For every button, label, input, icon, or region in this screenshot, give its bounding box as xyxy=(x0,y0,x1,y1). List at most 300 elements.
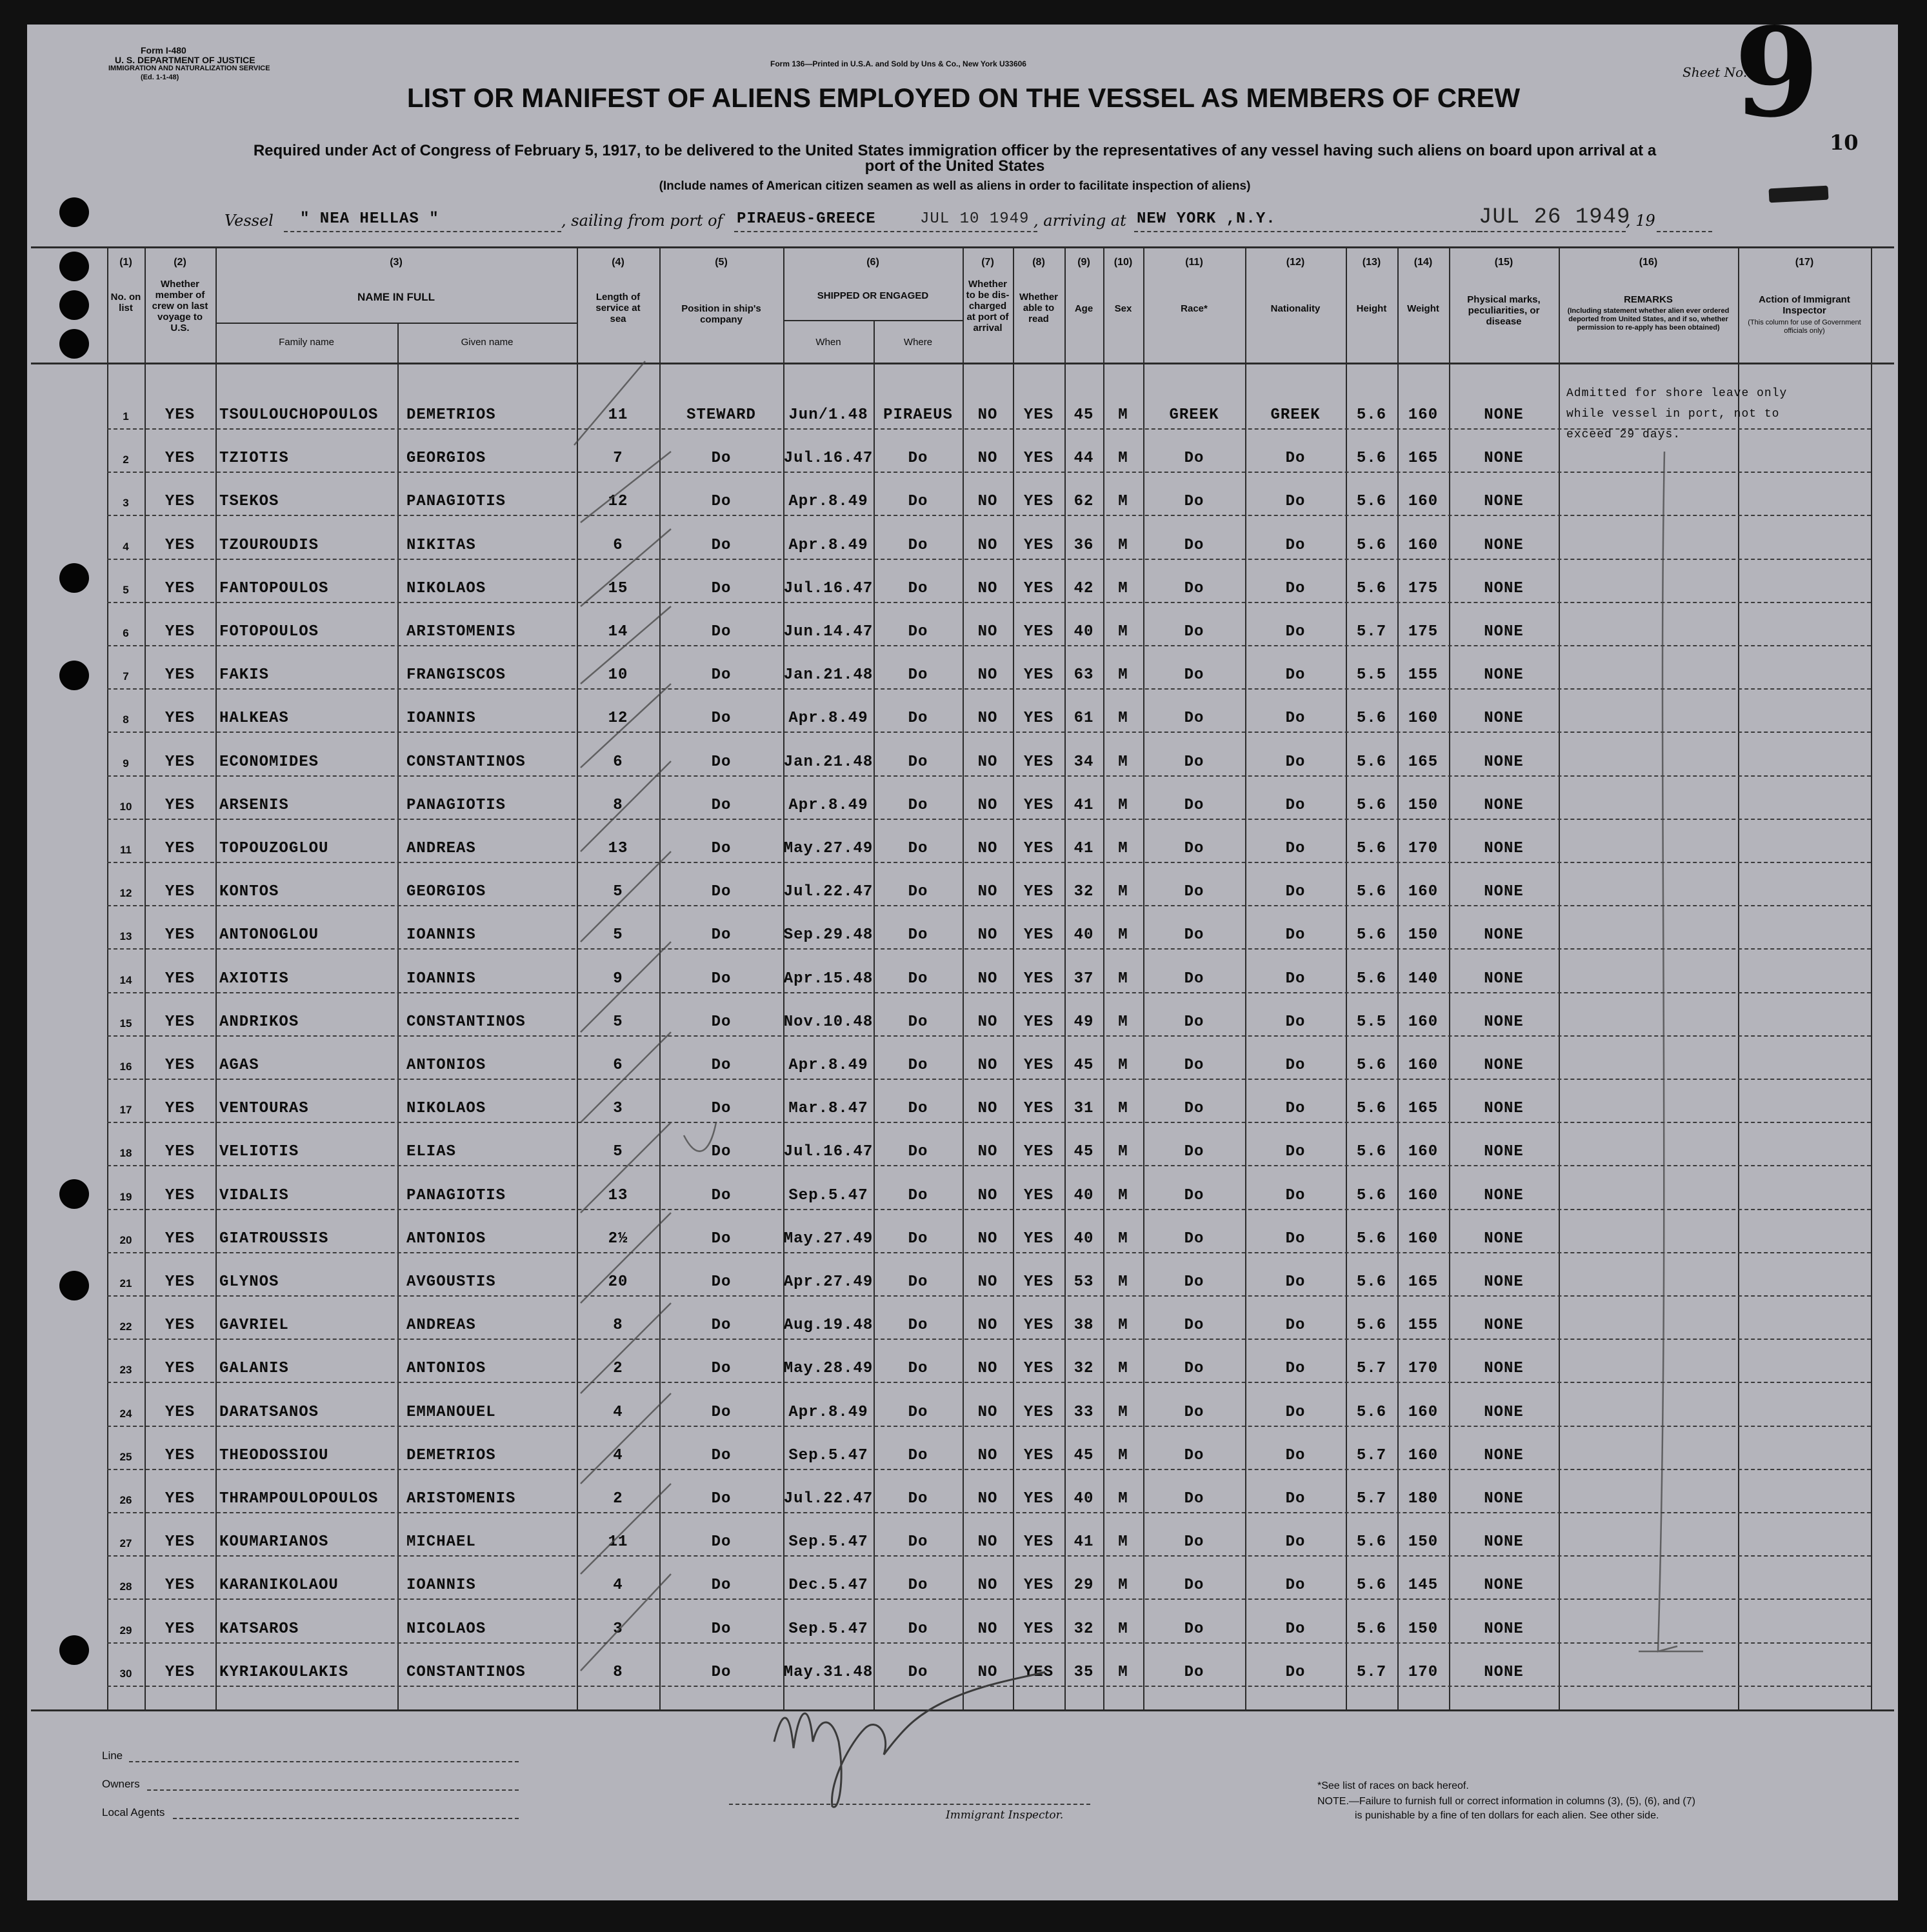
cell-physical-marks: NONE xyxy=(1484,883,1524,901)
cell-height: 5.6 xyxy=(1356,926,1387,944)
cell-given-name: NICOLAOS xyxy=(406,1620,486,1638)
cell-sex: M xyxy=(1118,1533,1128,1551)
cell-when: Nov.10.48 xyxy=(783,1013,874,1031)
cell-physical-marks: NONE xyxy=(1484,1317,1524,1334)
cell-no: 24 xyxy=(119,1408,132,1420)
cell-race: GREEK xyxy=(1169,406,1219,424)
cell-able-to-read: YES xyxy=(1023,1620,1054,1638)
cell-last-voyage: YES xyxy=(165,1360,195,1377)
cell-age: 32 xyxy=(1073,1360,1094,1377)
cell-given-name: ARISTOMENIS xyxy=(406,623,516,641)
cell-race: Do xyxy=(1184,1143,1204,1160)
form-edition: (Ed. 1-1-48) xyxy=(141,74,179,81)
cell-family-name: KARANIKOLAOU xyxy=(219,1577,339,1594)
cell-age: 42 xyxy=(1073,580,1094,597)
cell-position: Do xyxy=(711,623,732,641)
cell-position: Do xyxy=(711,1317,732,1334)
footer-owners-label: Owners xyxy=(102,1778,140,1790)
cell-family-name: HALKEAS xyxy=(219,710,289,727)
cell-when: Jul.22.47 xyxy=(783,883,874,901)
cell-weight: 150 xyxy=(1408,1533,1439,1551)
cell-race: Do xyxy=(1184,970,1204,988)
cell-service: 4 xyxy=(613,1404,623,1421)
cell-given-name: ANTONIOS xyxy=(406,1057,486,1074)
cell-able-to-read: YES xyxy=(1023,1013,1054,1031)
cell-given-name: CONSTANTINOS xyxy=(406,753,526,771)
cell-no: 26 xyxy=(119,1494,132,1506)
cell-physical-marks: NONE xyxy=(1484,840,1524,857)
cell-physical-marks: NONE xyxy=(1484,450,1524,467)
cell-position: Do xyxy=(711,1100,732,1117)
cell-no: 27 xyxy=(119,1537,132,1549)
cell-physical-marks: NONE xyxy=(1484,1664,1524,1681)
cell-service: 5 xyxy=(613,883,623,901)
cell-able-to-read: YES xyxy=(1023,710,1054,727)
cell-height: 5.6 xyxy=(1356,883,1387,901)
cell-discharged: NO xyxy=(977,623,998,641)
cell-race: Do xyxy=(1184,1013,1204,1031)
cell-service: 8 xyxy=(613,1317,623,1334)
cell-nationality: Do xyxy=(1285,1317,1306,1334)
cell-age: 32 xyxy=(1073,883,1094,901)
cell-physical-marks: NONE xyxy=(1484,797,1524,814)
cell-no: 25 xyxy=(119,1451,132,1463)
cell-given-name: FRANGISCOS xyxy=(406,666,506,684)
cell-family-name: GIATROUSSIS xyxy=(219,1230,329,1248)
cell-last-voyage: YES xyxy=(165,797,195,814)
cell-weight: 155 xyxy=(1408,1317,1439,1334)
cell-age: 40 xyxy=(1073,926,1094,944)
cell-nationality: Do xyxy=(1285,926,1306,944)
cell-nationality: Do xyxy=(1285,623,1306,641)
cell-nationality: Do xyxy=(1285,1664,1306,1681)
cell-physical-marks: NONE xyxy=(1484,537,1524,554)
cell-race: Do xyxy=(1184,1100,1204,1117)
cell-service: 11 xyxy=(608,1533,628,1551)
penalty-note-1: NOTE.—Failure to furnish full or correct information in columns (3), (5), (6), and (7) xyxy=(1317,1796,1695,1807)
cell-height: 5.6 xyxy=(1356,710,1387,727)
cell-family-name: AXIOTIS xyxy=(219,970,289,988)
cell-age: 62 xyxy=(1073,493,1094,510)
cell-given-name: ELIAS xyxy=(406,1143,457,1160)
cell-family-name: DARATSANOS xyxy=(219,1404,319,1421)
cell-weight: 170 xyxy=(1408,840,1439,857)
cell-nationality: Do xyxy=(1285,883,1306,901)
cell-when: Jul.22.47 xyxy=(783,1490,874,1508)
cell-sex: M xyxy=(1118,1360,1128,1377)
cell-where: Do xyxy=(908,1360,928,1377)
cell-service: 15 xyxy=(608,580,628,597)
sheet-label: Sheet No. xyxy=(1682,65,1748,80)
cell-race: Do xyxy=(1184,450,1204,467)
cell-race: Do xyxy=(1184,1620,1204,1638)
cell-race: Do xyxy=(1184,1273,1204,1291)
cell-no: 28 xyxy=(119,1580,132,1593)
cell-sex: M xyxy=(1118,1013,1128,1031)
col-header-height: Height xyxy=(1356,303,1387,314)
cell-age: 44 xyxy=(1073,450,1094,467)
cell-when: Apr.8.49 xyxy=(788,493,868,510)
cell-race: Do xyxy=(1184,926,1204,944)
cell-nationality: GREEK xyxy=(1270,406,1321,424)
cell-given-name: GEORGIOS xyxy=(406,450,486,467)
cell-position: Do xyxy=(711,753,732,771)
cell-service: 12 xyxy=(608,710,628,727)
cell-physical-marks: NONE xyxy=(1484,926,1524,944)
cell-last-voyage: YES xyxy=(165,406,195,424)
cell-discharged: NO xyxy=(977,710,998,727)
cell-last-voyage: YES xyxy=(165,1533,195,1551)
remarks-line-1: Admitted for shore leave only xyxy=(1566,387,1788,400)
cell-last-voyage: YES xyxy=(165,1057,195,1074)
cell-where: PIRAEUS xyxy=(883,406,953,424)
cell-race: Do xyxy=(1184,797,1204,814)
cell-age: 37 xyxy=(1073,970,1094,988)
cell-position: Do xyxy=(711,883,732,901)
cell-able-to-read: YES xyxy=(1023,1230,1054,1248)
cell-no: 23 xyxy=(119,1364,132,1376)
cell-race: Do xyxy=(1184,623,1204,641)
cell-service: 13 xyxy=(608,1187,628,1204)
cell-when: Dec.5.47 xyxy=(788,1577,868,1594)
cell-family-name: KYRIAKOULAKIS xyxy=(219,1664,349,1681)
cell-discharged: NO xyxy=(977,1057,998,1074)
cell-given-name: CONSTANTINOS xyxy=(406,1013,526,1031)
cell-height: 5.5 xyxy=(1356,666,1387,684)
departure-port: PIRAEUS-GREECE xyxy=(737,210,876,228)
cell-no: 17 xyxy=(119,1104,132,1116)
cell-height: 5.6 xyxy=(1356,1230,1387,1248)
cell-race: Do xyxy=(1184,1317,1204,1334)
cell-position: Do xyxy=(711,1447,732,1464)
cell-sex: M xyxy=(1118,1100,1128,1117)
cell-height: 5.6 xyxy=(1356,1100,1387,1117)
cell-given-name: DEMETRIOS xyxy=(406,1447,496,1464)
cell-race: Do xyxy=(1184,883,1204,901)
cell-height: 5.6 xyxy=(1356,1404,1387,1421)
cell-position: Do xyxy=(711,1577,732,1594)
cell-able-to-read: YES xyxy=(1023,1490,1054,1508)
cell-when: May.27.49 xyxy=(783,840,874,857)
cell-able-to-read: YES xyxy=(1023,1187,1054,1204)
cell-given-name: PANAGIOTIS xyxy=(406,797,506,814)
cell-race: Do xyxy=(1184,493,1204,510)
cell-weight: 160 xyxy=(1408,1187,1439,1204)
cell-discharged: NO xyxy=(977,1317,998,1334)
cell-service: 10 xyxy=(608,666,628,684)
arriving-label: , arriving at xyxy=(1033,212,1126,230)
cell-no: 11 xyxy=(120,844,132,856)
cell-last-voyage: YES xyxy=(165,1447,195,1464)
cell-sex: M xyxy=(1118,1317,1128,1334)
cell-weight: 180 xyxy=(1408,1490,1439,1508)
cell-service: 2½ xyxy=(608,1230,628,1248)
cell-weight: 160 xyxy=(1408,1230,1439,1248)
cell-age: 40 xyxy=(1073,1230,1094,1248)
cell-sex: M xyxy=(1118,970,1128,988)
cell-nationality: Do xyxy=(1285,797,1306,814)
cell-height: 5.5 xyxy=(1356,1013,1387,1031)
cell-discharged: NO xyxy=(977,1360,998,1377)
cell-family-name: VENTOURAS xyxy=(219,1100,309,1117)
cell-weight: 165 xyxy=(1408,753,1439,771)
cell-when: Jul.16.47 xyxy=(783,580,874,597)
remarks-line-3: exceed 29 days. xyxy=(1566,428,1681,441)
cell-last-voyage: YES xyxy=(165,926,195,944)
cell-position: Do xyxy=(711,926,732,944)
cell-when: Apr.15.48 xyxy=(783,970,874,988)
cell-where: Do xyxy=(908,1230,928,1248)
cell-discharged: NO xyxy=(977,1230,998,1248)
subtitle-note: (Include names of American citizen seamen as well as aliens in order to facilitate inspection of aliens) xyxy=(659,179,1251,193)
cell-height: 5.6 xyxy=(1356,406,1387,424)
cell-height: 5.6 xyxy=(1356,840,1387,857)
cell-service: 20 xyxy=(608,1273,628,1291)
cell-given-name: CONSTANTINOS xyxy=(406,1664,526,1681)
cell-physical-marks: NONE xyxy=(1484,1360,1524,1377)
cell-physical-marks: NONE xyxy=(1484,1447,1524,1464)
cell-no: 30 xyxy=(119,1668,132,1680)
cell-age: 45 xyxy=(1073,1057,1094,1074)
cell-family-name: ANTONOGLOU xyxy=(219,926,319,944)
cell-given-name: MICHAEL xyxy=(406,1533,476,1551)
cell-weight: 140 xyxy=(1408,970,1439,988)
cell-where: Do xyxy=(908,926,928,944)
col-header-remarks-note: (Including statement whether alien ever ordered deported from United States, and if so, whether permission to re-apply has been obtained) xyxy=(1567,307,1730,332)
cell-position: Do xyxy=(711,710,732,727)
cell-sex: M xyxy=(1118,926,1128,944)
cell-given-name: ANTONIOS xyxy=(406,1230,486,1248)
cell-height: 5.6 xyxy=(1356,580,1387,597)
cell-last-voyage: YES xyxy=(165,1490,195,1508)
cell-nationality: Do xyxy=(1285,710,1306,727)
cell-weight: 165 xyxy=(1408,1273,1439,1291)
cell-given-name: NIKOLAOS xyxy=(406,580,486,597)
cell-sex: M xyxy=(1118,580,1128,597)
cell-sex: M xyxy=(1118,1447,1128,1464)
cell-sex: M xyxy=(1118,493,1128,510)
manifest-title: LIST OR MANIFEST OF ALIENS EMPLOYED ON THE VESSEL AS MEMBERS OF CREW xyxy=(406,83,1521,113)
cell-nationality: Do xyxy=(1285,1273,1306,1291)
cell-sex: M xyxy=(1118,1664,1128,1681)
cell-no: 1 xyxy=(123,410,129,423)
cell-where: Do xyxy=(908,666,928,684)
cell-height: 5.6 xyxy=(1356,1187,1387,1204)
cell-last-voyage: YES xyxy=(165,1317,195,1334)
cell-where: Do xyxy=(908,1013,928,1031)
cell-position: Do xyxy=(711,1533,732,1551)
cell-family-name: GLYNOS xyxy=(219,1273,279,1291)
cell-nationality: Do xyxy=(1285,1404,1306,1421)
cell-no: 2 xyxy=(123,453,129,466)
cell-service: 6 xyxy=(613,537,623,554)
cell-height: 5.7 xyxy=(1356,1664,1387,1681)
cell-family-name: KATSAROS xyxy=(219,1620,299,1638)
cell-age: 45 xyxy=(1073,1143,1094,1160)
cell-able-to-read: YES xyxy=(1023,1273,1054,1291)
cell-weight: 175 xyxy=(1408,580,1439,597)
cell-no: 15 xyxy=(119,1017,132,1030)
cell-height: 5.7 xyxy=(1356,1360,1387,1377)
cell-age: 49 xyxy=(1073,1013,1094,1031)
cell-sex: M xyxy=(1118,1577,1128,1594)
cell-weight: 160 xyxy=(1408,1057,1439,1074)
cell-nationality: Do xyxy=(1285,666,1306,684)
cell-weight: 165 xyxy=(1408,1100,1439,1117)
cell-when: Mar.8.47 xyxy=(788,1100,868,1117)
cell-family-name: ANDRIKOS xyxy=(219,1013,299,1031)
cell-family-name: GAVRIEL xyxy=(219,1317,289,1334)
cell-race: Do xyxy=(1184,1404,1204,1421)
cell-able-to-read: YES xyxy=(1023,797,1054,814)
cell-physical-marks: NONE xyxy=(1484,666,1524,684)
cell-nationality: Do xyxy=(1285,970,1306,988)
col-header-action-note: (This column for use of Government officials only) xyxy=(1748,319,1861,335)
cell-age: 45 xyxy=(1073,1447,1094,1464)
cell-discharged: NO xyxy=(977,493,998,510)
cell-service: 8 xyxy=(613,1664,623,1681)
cell-family-name: THRAMPOULOPOULOS xyxy=(219,1490,379,1508)
cell-sex: M xyxy=(1118,753,1128,771)
col-header-age: Age xyxy=(1074,303,1093,314)
cell-physical-marks: NONE xyxy=(1484,1230,1524,1248)
cell-service: 14 xyxy=(608,623,628,641)
cell-nationality: Do xyxy=(1285,580,1306,597)
cell-age: 45 xyxy=(1073,406,1094,424)
cell-physical-marks: NONE xyxy=(1484,753,1524,771)
cell-where: Do xyxy=(908,753,928,771)
cell-no: 22 xyxy=(119,1320,132,1333)
cell-when: Jun.14.47 xyxy=(783,623,874,641)
cell-given-name: ANTONIOS xyxy=(406,1360,486,1377)
cell-height: 5.6 xyxy=(1356,537,1387,554)
cell-height: 5.6 xyxy=(1356,1143,1387,1160)
cell-where: Do xyxy=(908,797,928,814)
col-header-discharged: Whether to be dis-charged at port of arrival xyxy=(966,279,1010,334)
cell-service: 3 xyxy=(613,1100,623,1117)
cell-where: Do xyxy=(908,1447,928,1464)
subtitle-line-2: port of the United States xyxy=(864,157,1045,175)
cell-when: Jan.21.48 xyxy=(783,666,874,684)
cell-position: Do xyxy=(711,840,732,857)
cell-when: May.31.48 xyxy=(783,1664,874,1681)
cell-position: Do xyxy=(711,1664,732,1681)
cell-age: 53 xyxy=(1073,1273,1094,1291)
cell-weight: 160 xyxy=(1408,1447,1439,1464)
cell-height: 5.6 xyxy=(1356,970,1387,988)
cell-able-to-read: YES xyxy=(1023,623,1054,641)
cell-race: Do xyxy=(1184,1447,1204,1464)
cell-when: Sep.29.48 xyxy=(783,926,874,944)
cell-able-to-read: YES xyxy=(1023,1100,1054,1117)
cell-where: Do xyxy=(908,970,928,988)
cell-physical-marks: NONE xyxy=(1484,1187,1524,1204)
cell-no: 6 xyxy=(123,627,129,639)
cell-sex: M xyxy=(1118,450,1128,467)
sailing-label: , sailing from port of xyxy=(561,212,723,230)
cell-when: May.27.49 xyxy=(783,1230,874,1248)
cell-sex: M xyxy=(1118,1143,1128,1160)
cell-discharged: NO xyxy=(977,883,998,901)
cell-age: 29 xyxy=(1073,1577,1094,1594)
cell-physical-marks: NONE xyxy=(1484,1533,1524,1551)
cell-family-name: AGAS xyxy=(219,1057,259,1074)
cell-last-voyage: YES xyxy=(165,1187,195,1204)
cell-discharged: NO xyxy=(977,1013,998,1031)
cell-nationality: Do xyxy=(1285,753,1306,771)
footer-line-label: Line xyxy=(102,1749,123,1762)
cell-discharged: NO xyxy=(977,1490,998,1508)
cell-physical-marks: NONE xyxy=(1484,1620,1524,1638)
col-header-name: NAME IN FULL xyxy=(357,291,435,303)
cell-nationality: Do xyxy=(1285,840,1306,857)
cell-height: 5.6 xyxy=(1356,753,1387,771)
cell-where: Do xyxy=(908,1057,928,1074)
cell-weight: 160 xyxy=(1408,1013,1439,1031)
cell-race: Do xyxy=(1184,1057,1204,1074)
cell-discharged: NO xyxy=(977,1533,998,1551)
inspector-label: Immigrant Inspector. xyxy=(946,1809,1064,1822)
cell-sex: M xyxy=(1118,623,1128,641)
cell-no: 19 xyxy=(119,1191,132,1203)
cell-position: Do xyxy=(711,1490,732,1508)
col-header-nationality: Nationality xyxy=(1270,303,1321,314)
cell-weight: 160 xyxy=(1408,537,1439,554)
cell-where: Do xyxy=(908,450,928,467)
cell-age: 33 xyxy=(1073,1404,1094,1421)
cell-sex: M xyxy=(1118,797,1128,814)
cell-nationality: Do xyxy=(1285,1187,1306,1204)
cell-discharged: NO xyxy=(977,406,998,424)
cell-height: 5.6 xyxy=(1356,1057,1387,1074)
cell-position: Do xyxy=(711,1187,732,1204)
cell-able-to-read: YES xyxy=(1023,666,1054,684)
cell-height: 5.6 xyxy=(1356,450,1387,467)
cell-service: 3 xyxy=(613,1620,623,1638)
cell-no: 21 xyxy=(119,1277,132,1290)
cell-weight: 160 xyxy=(1408,883,1439,901)
cell-no: 9 xyxy=(123,757,129,770)
cell-service: 4 xyxy=(613,1577,623,1594)
cell-last-voyage: YES xyxy=(165,1100,195,1117)
cell-position: Do xyxy=(711,1143,732,1160)
cell-height: 5.6 xyxy=(1356,1317,1387,1334)
cell-where: Do xyxy=(908,1533,928,1551)
cell-age: 34 xyxy=(1073,753,1094,771)
cell-sex: M xyxy=(1118,1620,1128,1638)
cell-no: 4 xyxy=(123,541,129,553)
cell-when: Sep.5.47 xyxy=(788,1533,868,1551)
cell-given-name: ARISTOMENIS xyxy=(406,1490,516,1508)
cell-last-voyage: YES xyxy=(165,623,195,641)
cell-no: 14 xyxy=(119,974,132,986)
cell-last-voyage: YES xyxy=(165,1404,195,1421)
cell-position: Do xyxy=(711,493,732,510)
cell-height: 5.7 xyxy=(1356,623,1387,641)
cell-nationality: Do xyxy=(1285,1620,1306,1638)
cell-position: Do xyxy=(711,970,732,988)
cell-height: 5.7 xyxy=(1356,1447,1387,1464)
cell-where: Do xyxy=(908,1317,928,1334)
cell-when: Aug.19.48 xyxy=(783,1317,874,1334)
cell-family-name: ECONOMIDES xyxy=(219,753,319,771)
cell-physical-marks: NONE xyxy=(1484,1404,1524,1421)
cell-position: Do xyxy=(711,1013,732,1031)
subtitle-line-1: Required under Act of Congress of February 5, 1917, to be delivered to the United States immigration officer by the representatives of any vessel having such aliens on board upon arrival at a xyxy=(253,142,1657,159)
cell-given-name: IOANNIS xyxy=(406,970,476,988)
cell-when: Apr.8.49 xyxy=(788,710,868,727)
cell-age: 38 xyxy=(1073,1317,1094,1334)
